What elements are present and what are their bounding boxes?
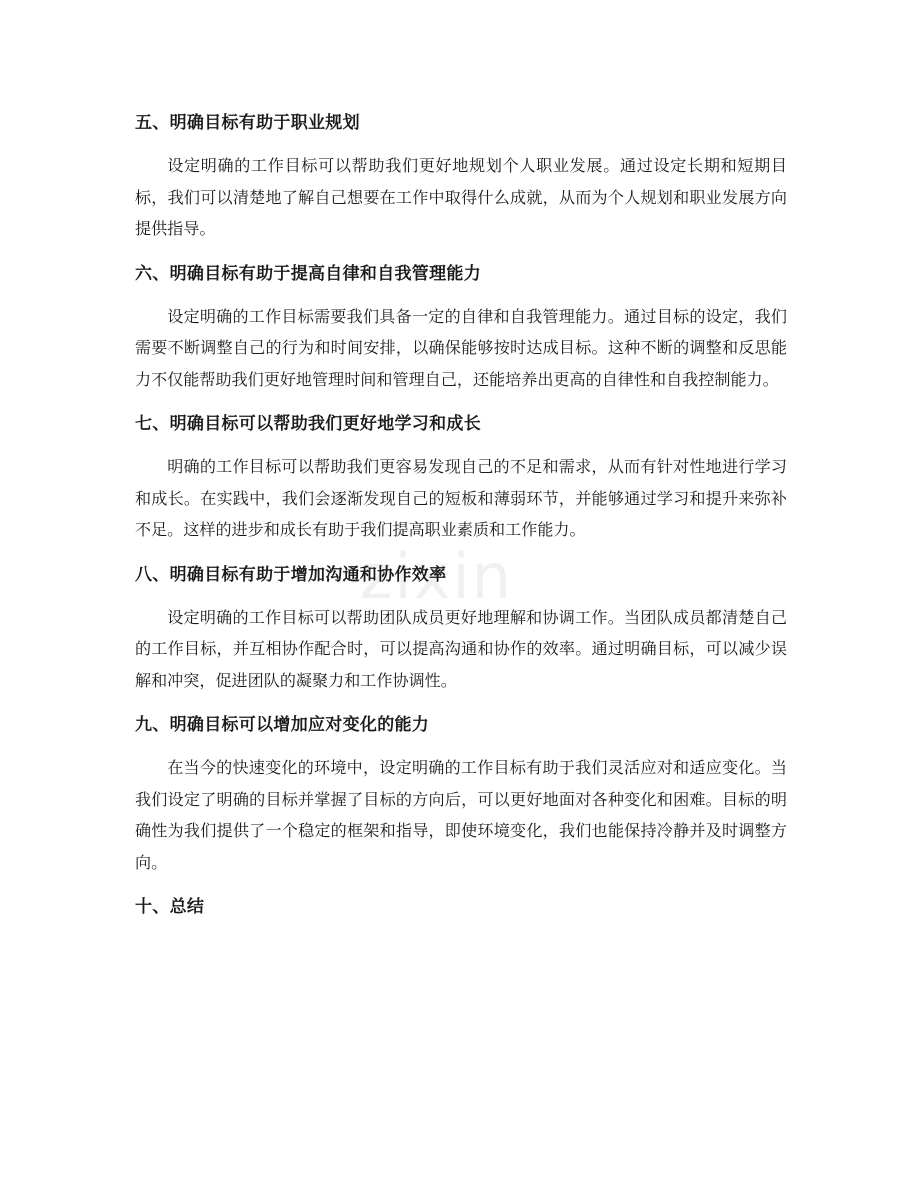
section-heading: 六、明确目标有助于提高自律和自我管理能力 — [135, 263, 481, 284]
section-paragraph: 明确的工作目标可以帮助我们更容易发现自己的不足和需求，从而有针对性地进行学习和成长。在实践中，我们会逐渐发现自己的短板和薄弱环节，并能够通过学习和提升来弥补不足。这样的进步和成长有助于我们提高职业素质和工作能力。 — [135, 457, 787, 539]
section-heading: 十、总结 — [135, 897, 205, 917]
document-content — [135, 106, 787, 934]
section-heading: 五、明确目标有助于职业规划 — [135, 113, 360, 133]
section-7 — [135, 407, 787, 546]
section-paragraph: 设定明确的工作目标需要我们具备一定的自律和自我管理能力。通过目标的设定，我们需要不断调整自己的行为和时间安排，以确保能够按时达成目标。这种不断的调整和反思能力不仅能帮助我们更好地管理时间和管理自己，还能培养出更高的自律性和自我控制能力。 — [135, 306, 787, 389]
section-heading: 八、明确目标有助于增加沟通和协作效率 — [135, 564, 447, 585]
section-8 — [135, 558, 787, 697]
watermark: zixin — [360, 540, 513, 613]
section-5 — [135, 106, 787, 245]
section-9 — [135, 708, 787, 878]
section-paragraph: 在当今的快速变化的环境中，设定明确的工作目标有助于我们灵活应对和适应变化。当我们设定了明确的目标并掌握了目标的方向后，可以更好地面对各种变化和困难。目标的明确性为我们提供了一个稳定的框架和指导，即使环境变化，我们也能保持冷静并及时调整方向。 — [135, 758, 787, 872]
section-heading: 七、明确目标可以帮助我们更好地学习和成长 — [135, 414, 481, 434]
section-paragraph: 设定明确的工作目标可以帮助我们更好地规划个人职业发展。通过设定长期和短期目标，我们可以清楚地了解自己想要在工作中取得什么成就，从而为个人规划和职业发展方向提供指导。 — [135, 156, 787, 238]
section-paragraph: 设定明确的工作目标可以帮助团队成员更好地理解和协调工作。当团队成员都清楚自己的工作目标，并互相协作配合时，可以提高沟通和协作的效率。通过明确目标，可以减少误解和冲突，促进团队的凝聚力和工作协调性。 — [135, 607, 787, 690]
section-6 — [135, 257, 787, 396]
section-heading: 九、明确目标可以增加应对变化的能力 — [135, 715, 430, 735]
section-10 — [135, 890, 787, 924]
